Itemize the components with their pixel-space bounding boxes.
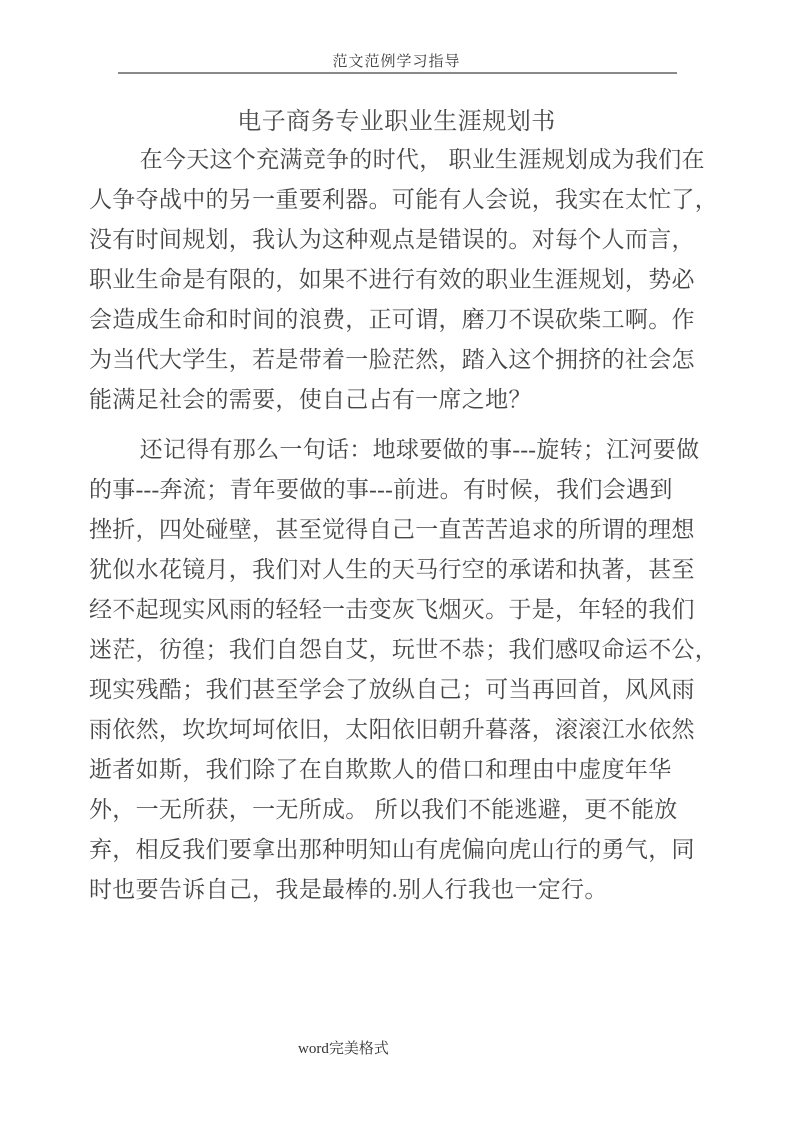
text-line: 经不起现实风雨的轻轻一击变灰飞烟灭。于是，年轻的我们	[89, 597, 695, 622]
text-line: 能满足社会的需要，使自己占有一席之地？	[89, 387, 532, 412]
text-line: 现实残酷；我们甚至学会了放纵自己；可当再回首，风风雨	[89, 677, 695, 702]
text-line: 没有时间规划，我认为这种观点是错误的。对每个人而言，	[89, 227, 695, 252]
text-line: 时也要告诉自己，我是最棒的.别人行我也一定行。	[89, 877, 608, 902]
page-footer-text: word完美格式	[298, 1041, 389, 1057]
paragraph-2	[89, 430, 719, 910]
text-line: 职业生命是有限的，如果不进行有效的职业生涯规划，势必	[89, 267, 695, 292]
paragraph-1	[89, 140, 719, 420]
header-divider	[118, 72, 677, 74]
text-line: 在今天这个充满竞争的时代， 职业生涯规划成为我们在	[139, 147, 705, 172]
text-line: 为当代大学生，若是带着一脸茫然，踏入这个拥挤的社会怎	[89, 347, 695, 372]
text-line: 迷茫，彷徨；我们自怨自艾，玩世不恭；我们感叹命运不公，	[89, 637, 719, 662]
text-line: 逝者如斯，我们除了在自欺欺人的借口和理由中虚度年华	[89, 757, 672, 782]
text-line: 挫折，四处碰壁，甚至觉得自己一直苦苦追求的所谓的理想	[89, 517, 695, 542]
document-title: 电子商务专业职业生涯规划书	[237, 109, 556, 135]
text-line: 的事---奔流；青年要做的事---前进。有时候，我们会遇到	[89, 477, 673, 502]
page-header-text: 范文范例学习指导	[332, 54, 461, 70]
text-line: 人争夺战中的另一重要利器。可能有人会说，我实在太忙了，	[89, 187, 719, 212]
text-line: 外，一无所获，一无所成。 所以我们不能逃避，更不能放	[89, 797, 678, 822]
text-line: 弃，相反我们要拿出那种明知山有虎偏向虎山行的勇气，同	[89, 837, 695, 862]
text-line: 雨依然，坎坎坷坷依旧，太阳依旧朝升暮落，滚滚江水依然	[89, 717, 695, 742]
text-line: 犹似水花镜月，我们对人生的天马行空的承诺和执著，甚至	[89, 557, 695, 582]
text-line: 会造成生命和时间的浪费，正可谓，磨刀不误砍柴工啊。作	[89, 307, 695, 332]
text-line: 还记得有那么一句话：地球要做的事---旋转；江河要做	[139, 437, 700, 462]
document-body	[89, 140, 719, 910]
